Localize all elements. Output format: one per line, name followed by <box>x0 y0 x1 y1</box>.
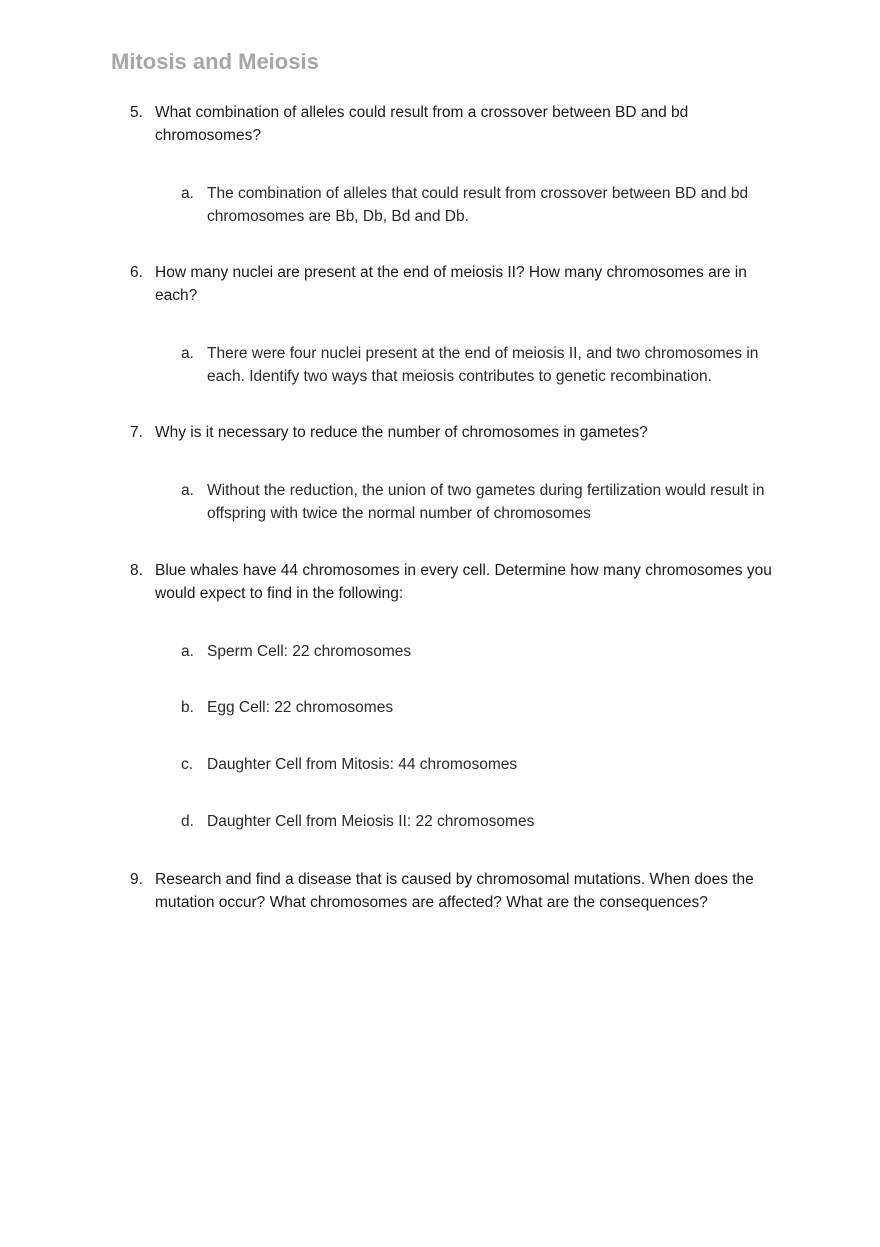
question-text: Blue whales have 44 chromosomes in every cell. Determine how many chromosomes you would expect to find in the following: <box>155 562 772 602</box>
question-8 <box>130 559 780 605</box>
answer-5a <box>181 182 791 228</box>
answer-label: d. <box>181 813 194 830</box>
answer-text: There were four nuclei present at the end of meiosis II, and two chromosomes in each. Identify two ways that meiosis contributes to genetic recombination. <box>207 345 759 385</box>
question-number: 8. <box>130 562 143 579</box>
question-number: 9. <box>130 871 143 888</box>
question-6 <box>130 261 780 307</box>
answer-label: c. <box>181 756 194 773</box>
answer-label: a. <box>181 345 194 362</box>
answer-text: Sperm Cell: 22 chromosomes <box>207 643 412 660</box>
question-number: 7. <box>130 424 143 441</box>
answer-8a <box>181 640 791 663</box>
question-7 <box>130 421 780 444</box>
question-text: Why is it necessary to reduce the number of chromosomes in gametes? <box>155 424 648 441</box>
document-title: Mitosis and Meiosis <box>111 49 319 74</box>
answer-text: Daughter Cell from Meiosis II: 22 chromosomes <box>207 813 535 830</box>
question-number: 5. <box>130 104 143 121</box>
answer-label: a. <box>181 643 194 660</box>
question-text: How many nuclei are present at the end of meiosis II? How many chromosomes are in each? <box>155 264 747 304</box>
answer-text: The combination of alleles that could result from crossover between BD and bd chromosomes are Bb, Db, Bd and Db. <box>207 185 749 225</box>
question-5 <box>130 101 780 147</box>
answer-8b <box>181 696 791 719</box>
answer-text: Without the reduction, the union of two gametes during fertilization would result in offspring with twice the normal number of chromosomes <box>207 482 765 522</box>
answer-text: Daughter Cell from Mitosis: 44 chromosomes <box>207 756 518 773</box>
answer-label: a. <box>181 185 194 202</box>
answer-label: b. <box>181 699 194 716</box>
answer-6a <box>181 342 791 388</box>
question-text: Research and find a disease that is caused by chromosomal mutations. When does the mutation occur? What chromosomes are affected? What are the consequences? <box>155 871 754 911</box>
answer-label: a. <box>181 482 194 499</box>
answer-8d <box>181 810 791 833</box>
answer-text: Egg Cell: 22 chromosomes <box>207 699 394 716</box>
question-9 <box>130 868 780 914</box>
question-number: 6. <box>130 264 143 281</box>
answer-8c <box>181 753 791 776</box>
answer-7a <box>181 479 791 525</box>
question-text: What combination of alleles could result from a crossover between BD and bd chromosomes? <box>155 104 689 144</box>
